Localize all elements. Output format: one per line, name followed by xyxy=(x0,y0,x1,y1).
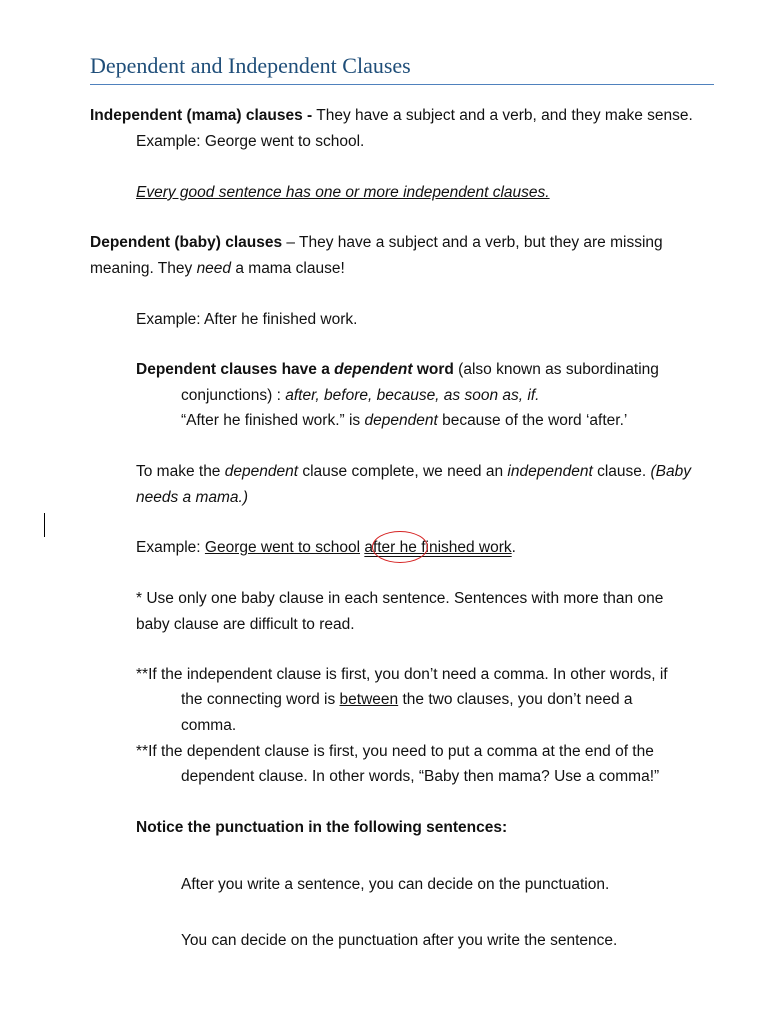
independent-rule: Every good sentence has one or more independent clauses. xyxy=(136,184,550,201)
comma-rule2-line1: **If the dependent clause is first, you need to put a comma at the end of the xyxy=(136,743,654,760)
independent-heading: Independent (mama) clauses - xyxy=(90,107,313,124)
text: clause. xyxy=(592,463,651,480)
comma-rule1-line3: comma. xyxy=(181,717,237,734)
punctuation-heading: Notice the punctuation in the following sentences: xyxy=(136,819,508,836)
definition-text: a mama clause! xyxy=(231,260,345,277)
complete-clause-line1 xyxy=(136,462,691,482)
quote-text: “After he finished work.” is xyxy=(181,412,365,429)
definition-text: meaning. They xyxy=(90,260,197,277)
dependent-definition-text: – They have a subject and a verb, but they are missing xyxy=(282,234,663,251)
note-line2: baby clause are difficult to read. xyxy=(136,616,355,633)
bold-text: word xyxy=(412,361,454,378)
combined-example xyxy=(136,538,516,558)
text: To make the xyxy=(136,463,225,480)
conjunctions-line xyxy=(181,386,539,406)
text: the two clauses, you don’t need a xyxy=(398,691,633,708)
title-underline-rule xyxy=(90,84,714,85)
parenthetical-text: (also known as subordinating xyxy=(453,361,659,378)
period: . xyxy=(511,539,516,556)
example-label: Example: xyxy=(136,539,205,556)
comma-rule1-line1: **If the independent clause is first, you don’t need a comma. In other words, if xyxy=(136,666,668,683)
conjunctions-label: conjunctions) : xyxy=(181,387,286,404)
text-cursor xyxy=(44,513,45,537)
emphasis-text: independent xyxy=(507,463,593,480)
emphasis-dependent: dependent xyxy=(364,412,438,429)
dependent-heading: Dependent (baby) clauses xyxy=(90,234,283,251)
text: the connecting word is xyxy=(181,691,340,708)
emphasis-text: dependent xyxy=(224,463,299,480)
punctuation-sentence-2: You can decide on the punctuation after you write the sentence. xyxy=(181,932,618,949)
independent-example: Example: George went to school. xyxy=(136,133,365,150)
red-circle-annotation xyxy=(372,531,428,563)
note-line1: * Use only one baby clause in each sentence. Sentences with more than one xyxy=(136,590,664,607)
emphasis-need: need xyxy=(196,260,232,277)
dependent-definition-line2 xyxy=(90,259,345,279)
underlined-between: between xyxy=(339,691,399,708)
comma-rule2-line2: dependent clause. In other words, “Baby then mama? Use a comma!” xyxy=(181,768,660,785)
bold-text: Dependent clauses have a xyxy=(136,361,335,378)
page-title: Dependent and Independent Clauses xyxy=(90,53,411,78)
quote-text: because of the word ‘after.’ xyxy=(437,412,628,429)
independent-definition-text: They have a subject and a verb, and they make sense. xyxy=(312,107,693,124)
emphasis-text: (Baby xyxy=(650,463,691,480)
complete-clause-line2: needs a mama.) xyxy=(136,489,248,506)
comma-rule1-line2 xyxy=(181,690,633,710)
independent-definition xyxy=(90,106,693,126)
dependent-example: Example: After he finished work. xyxy=(136,311,358,328)
dependent-word-heading xyxy=(136,360,659,380)
text: clause complete, we need an xyxy=(298,463,508,480)
bold-italic-text: dependent xyxy=(334,361,413,378)
independent-part: George went to school xyxy=(204,539,361,556)
dependent-part: after he finished work xyxy=(364,539,512,556)
punctuation-sentence-1: After you write a sentence, you can decide on the punctuation. xyxy=(181,876,610,893)
dependent-definition-line1 xyxy=(90,233,663,253)
conjunctions-list: after, before, because, as soon as, if. xyxy=(285,387,540,404)
dependent-quote-line xyxy=(181,411,627,431)
